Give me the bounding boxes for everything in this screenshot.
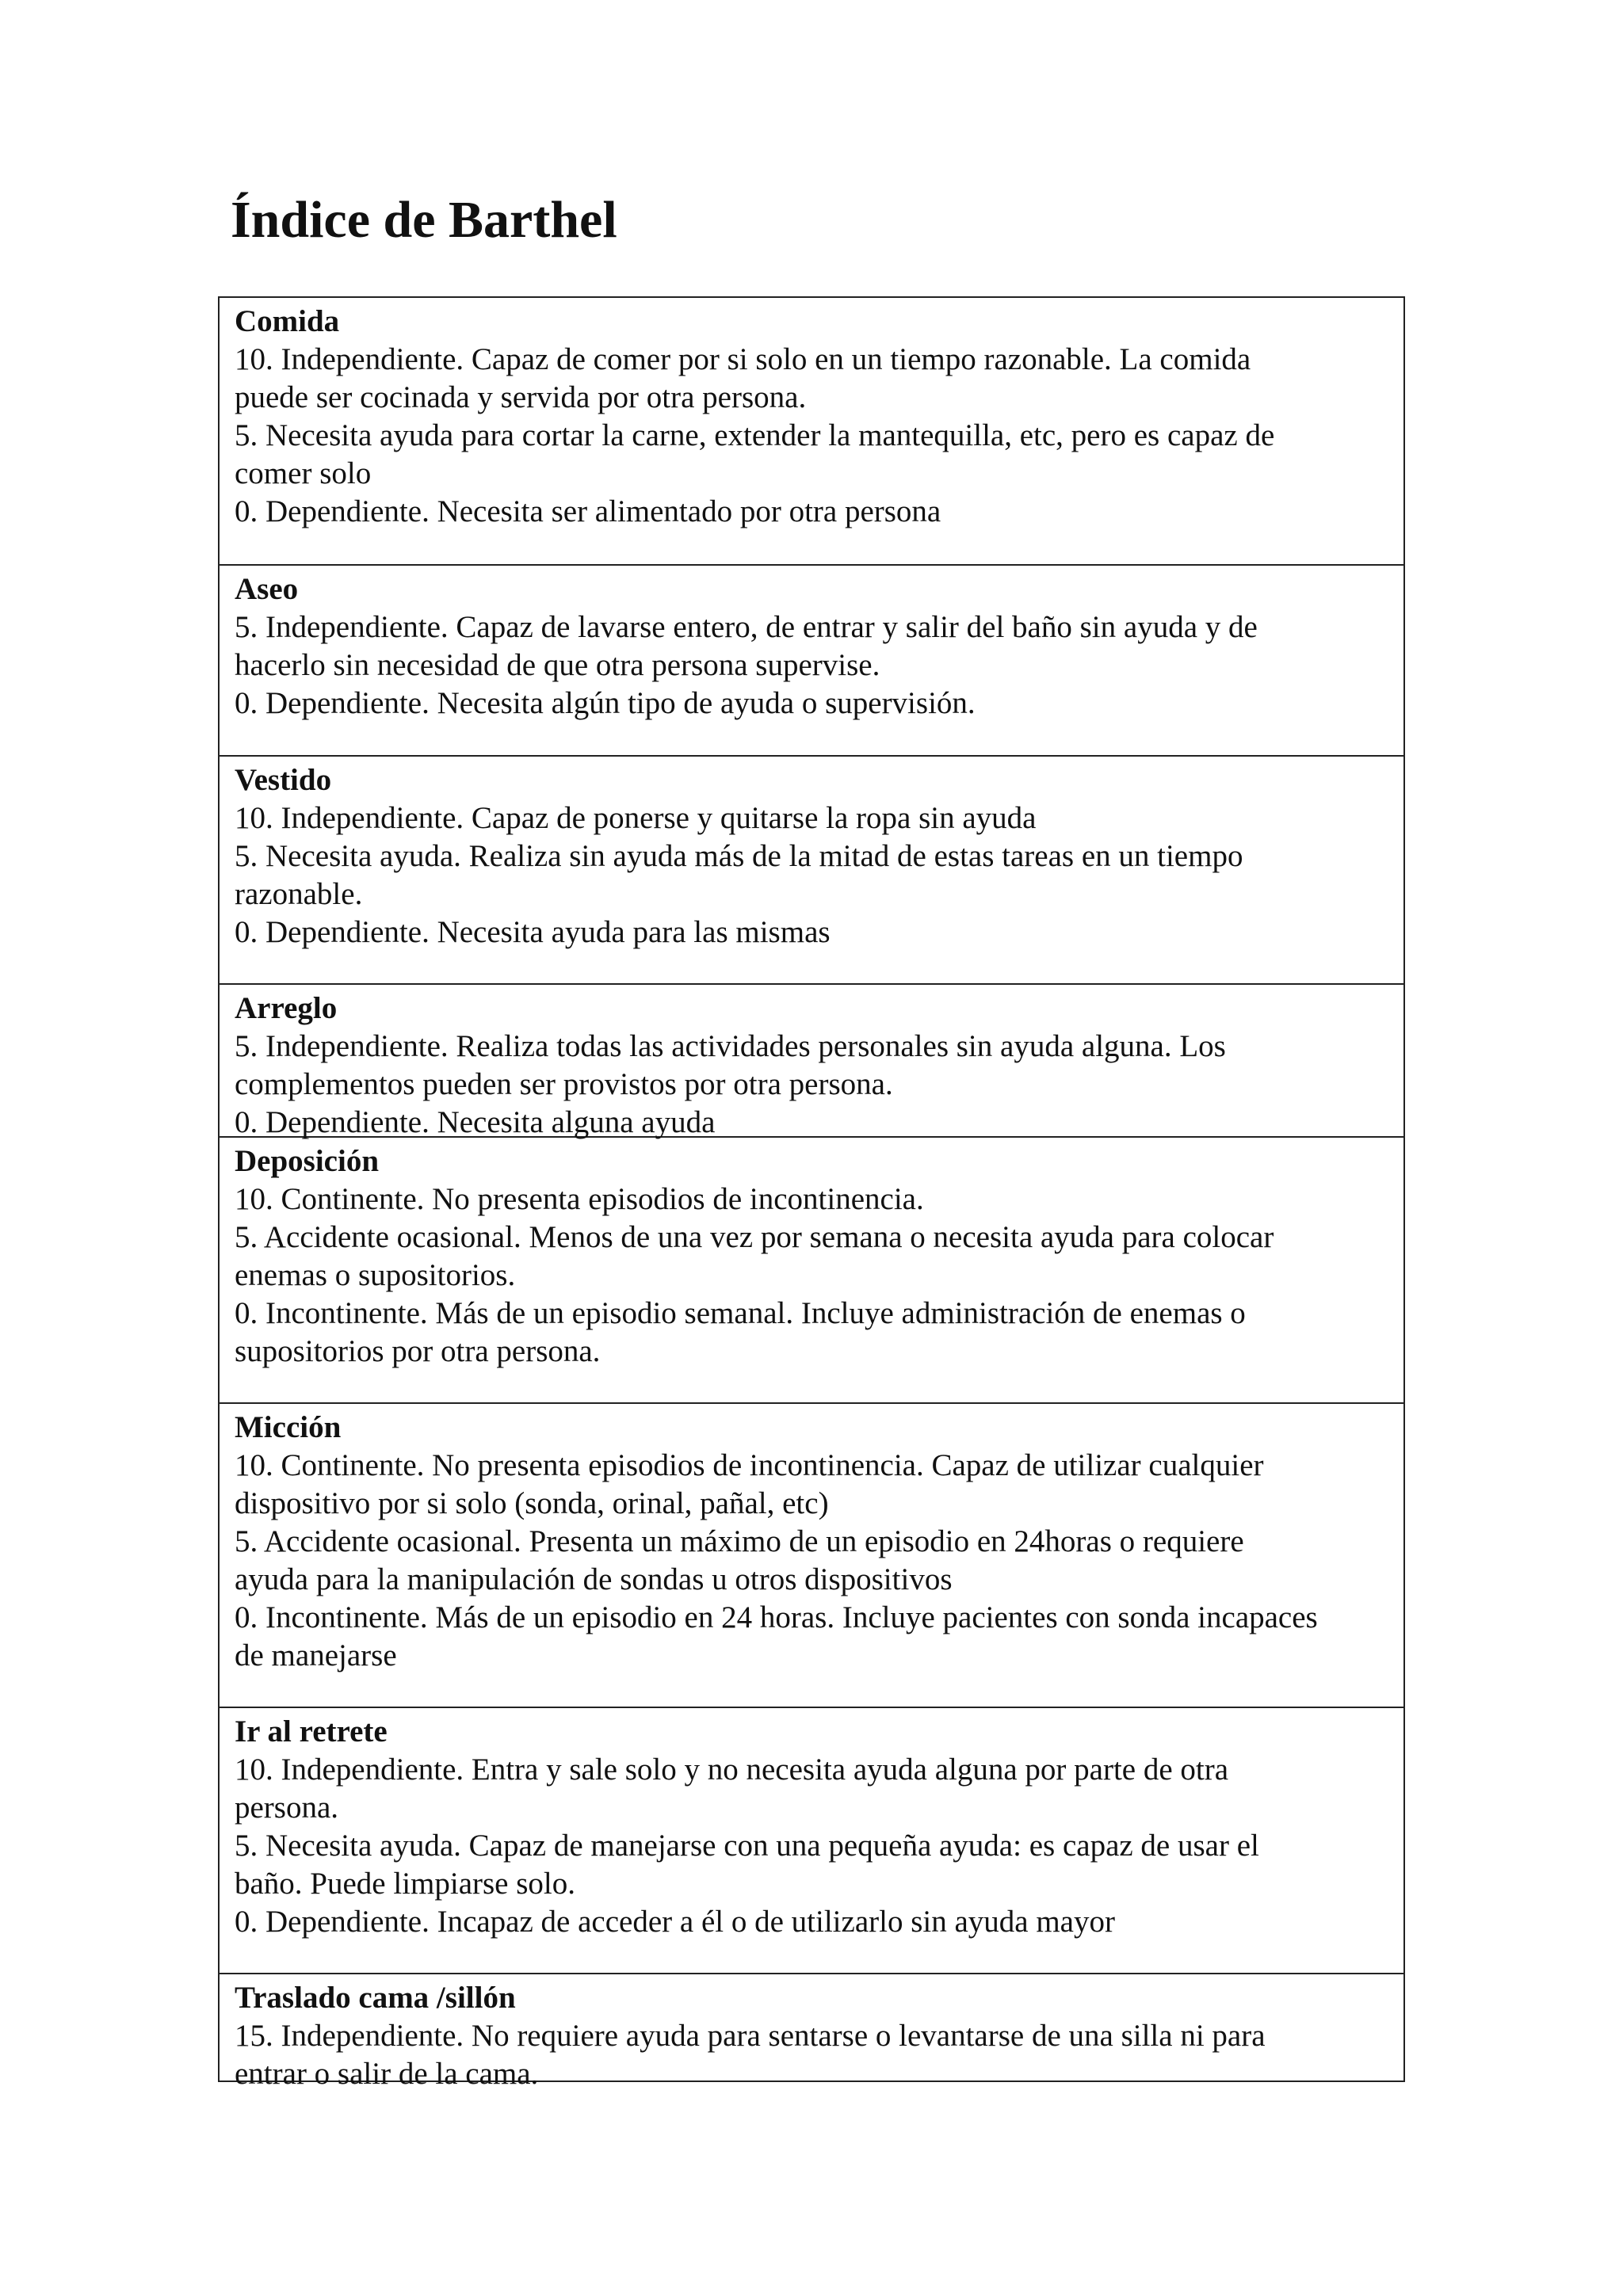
section-miccion (220, 1402, 1403, 1707)
section-heading: Comida (235, 304, 340, 338)
section-line: 10. Continente. No presenta episodios de incontinencia. Capaz de utilizar cualquier (235, 1448, 1264, 1482)
section-line: 5. Accidente ocasional. Presenta un máximo de un episodio en 24horas o requiere (235, 1524, 1244, 1558)
section-line: 10. Continente. No presenta episodios de incontinencia. (235, 1182, 924, 1216)
section-heading: Arreglo (235, 991, 338, 1025)
section-line: 10. Independiente. Entra y sale solo y no necesita ayuda alguna por parte de otra (235, 1753, 1229, 1787)
section-arreglo (220, 983, 1403, 1139)
section-line: hacerlo sin necesidad de que otra persona supervise. (235, 648, 880, 682)
section-line: supositorios por otra persona. (235, 1334, 601, 1368)
section-heading: Deposición (235, 1144, 380, 1178)
section-heading: Traslado cama /sillón (235, 1981, 516, 2015)
section-line: enemas o supositorios. (235, 1258, 516, 1292)
section-line: 5. Necesita ayuda. Realiza sin ayuda más de la mitad de estas tareas en un tiempo (235, 839, 1243, 873)
section-comida (220, 298, 1403, 564)
section-line: 0. Incontinente. Más de un episodio semanal. Incluye administración de enemas o (235, 1296, 1246, 1330)
section-line: 0. Dependiente. Necesita alguna ayuda (235, 1105, 716, 1139)
section-line: 0. Dependiente. Necesita algún tipo de ayuda o supervisión. (235, 686, 976, 720)
section-line: puede ser cocinada y servida por otra persona. (235, 380, 807, 414)
page-title: Índice de Barthel (231, 191, 617, 249)
section-line: dispositivo por si solo (sonda, orinal, pañal, etc) (235, 1486, 829, 1520)
section-line: 5. Accidente ocasional. Menos de una vez por semana o necesita ayuda para colocar (235, 1220, 1274, 1254)
section-line: de manejarse (235, 1638, 397, 1672)
section-line: 5. Necesita ayuda para cortar la carne, extender la mantequilla, etc, pero es capaz de (235, 418, 1275, 452)
section-line: 10. Independiente. Capaz de ponerse y quitarse la ropa sin ayuda (235, 801, 1037, 835)
section-line: 15. Independiente. No requiere ayuda para sentarse o levantarse de una silla ni para (235, 2019, 1266, 2053)
section-line: 0. Dependiente. Incapaz de acceder a él o de utilizarlo sin ayuda mayor (235, 1905, 1115, 1939)
section-line: complementos pueden ser provistos por otra persona. (235, 1067, 893, 1101)
barthel-index-table (218, 296, 1405, 2091)
section-aseo (220, 564, 1403, 755)
section-heading: Ir al retrete (235, 1714, 388, 1749)
section-line: baño. Puede limpiarse solo. (235, 1867, 576, 1901)
section-line: 5. Independiente. Capaz de lavarse entero, de entrar y salir del baño sin ayuda y de (235, 610, 1258, 644)
section-heading: Aseo (235, 572, 299, 606)
section-line: 5. Necesita ayuda. Capaz de manejarse con una pequeña ayuda: es capaz de usar el (235, 1829, 1259, 1863)
section-line: razonable. (235, 877, 363, 911)
section-heading: Micción (235, 1410, 342, 1444)
section-ir-al-retrete (220, 1707, 1403, 1973)
section-line: 0. Incontinente. Más de un episodio en 24 horas. Incluye pacientes con sonda incapaces (235, 1600, 1318, 1634)
section-traslado-cama-sillon (220, 1973, 1403, 2091)
section-line: 5. Independiente. Realiza todas las actividades personales sin ayuda alguna. Los (235, 1029, 1226, 1063)
section-line: comer solo (235, 456, 372, 490)
section-heading: Vestido (235, 763, 332, 797)
section-line: ayuda para la manipulación de sondas u otros dispositivos (235, 1562, 953, 1596)
section-line: 0. Dependiente. Necesita ayuda para las mismas (235, 915, 831, 949)
section-line: entrar o salir de la cama. (235, 2057, 539, 2091)
section-deposicion (220, 1136, 1403, 1402)
section-line: persona. (235, 1791, 339, 1825)
section-line: 0. Dependiente. Necesita ser alimentado por otra persona (235, 494, 941, 528)
section-line: 10. Independiente. Capaz de comer por si solo en un tiempo razonable. La comida (235, 342, 1251, 376)
section-vestido (220, 755, 1403, 983)
